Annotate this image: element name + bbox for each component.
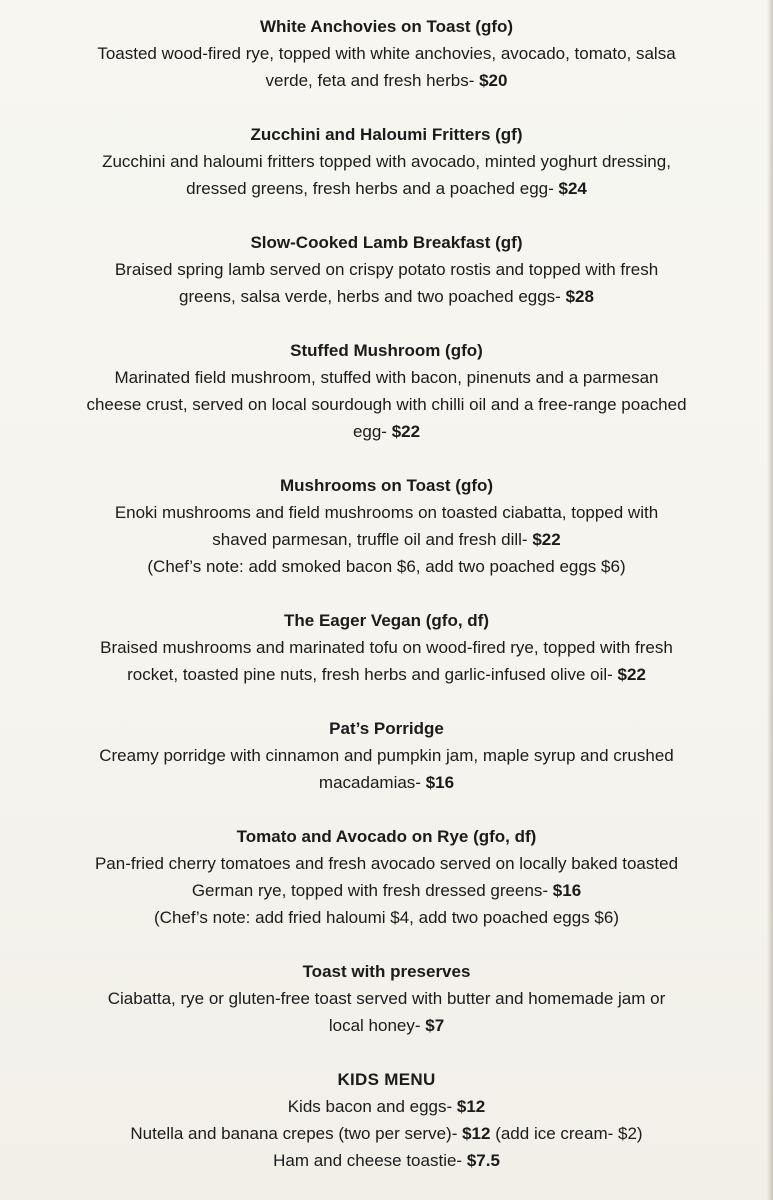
menu-item-title: Stuffed Mushroom (gfo) [290, 341, 483, 360]
menu-item-description-line: Pan-fried cherry tomatoes and fresh avocado served on locally baked toasted [94, 854, 679, 873]
menu-item-porridge [17, 715, 757, 796]
menu-item-description-line [17, 418, 757, 445]
menu-item-title: Zucchini and Haloumi Fritters (gf) [250, 125, 523, 144]
menu-item-description-line: Zucchini and haloumi fritters topped with avocado, minted yoghurt dressing, [102, 152, 671, 171]
menu-item-price: $16 [552, 881, 582, 900]
menu-item-description-line [17, 67, 757, 94]
menu-item-description-text: shaved parmesan, truffle oil and fresh dill- [212, 530, 533, 549]
menu-item-title: Slow-Cooked Lamb Breakfast (gf) [250, 233, 523, 252]
menu-item-price: $22 [617, 665, 646, 684]
menu-item-tomato-avocado-rye [17, 823, 757, 931]
menu-item-description-text: greens, salsa verde, herbs and two poached eggs- [179, 287, 566, 306]
menu-item-title: Tomato and Avocado on Rye (gfo, df) [236, 827, 537, 846]
menu-item-toast-preserves [17, 958, 757, 1039]
menu-item-description-line [17, 283, 757, 310]
kids-menu-item-price: $7.5 [466, 1151, 500, 1170]
kids-menu-item [17, 1093, 757, 1120]
menu-item-title: Toast with preserves [302, 962, 471, 981]
menu-item-description-line: Braised spring lamb served on crispy potato rostis and topped with fresh [114, 260, 659, 279]
menu-item-description-line: Toasted wood-fired rye, topped with white anchovies, avocado, tomato, salsa [97, 44, 676, 63]
menu-item-price: $22 [532, 530, 561, 549]
chef-note: (Chef’s note: add fried haloumi $4, add two poached eggs $6) [154, 908, 619, 927]
menu-item-description-line [17, 1012, 757, 1039]
menu-item-price: $20 [479, 71, 508, 90]
menu-item-mushrooms-on-toast [17, 472, 757, 580]
menu-item-title: The Eager Vegan (gfo, df) [284, 611, 489, 630]
menu-item-description-text: egg- [352, 422, 392, 441]
menu-item-price: $16 [425, 773, 455, 792]
kids-menu-item-suffix: (add ice cream- $2) [490, 1124, 643, 1143]
kids-menu-item-text: Kids bacon and eggs- [287, 1097, 457, 1116]
kids-menu-item [17, 1120, 757, 1147]
menu-item-price: $22 [391, 422, 421, 441]
menu-item-description-line [17, 526, 757, 553]
menu-item-title: White Anchovies on Toast (gfo) [259, 17, 514, 36]
menu-item-zucchini-fritters [17, 121, 757, 202]
menu-item-description-line: Enoki mushrooms and field mushrooms on toasted ciabatta, topped with [114, 503, 659, 522]
menu-item-description-line: Marinated field mushroom, stuffed with bacon, pinenuts and a parmesan [114, 368, 659, 387]
chef-note: (Chef’s note: add smoked bacon $6, add two poached eggs $6) [147, 557, 626, 576]
kids-menu-section [17, 1066, 757, 1174]
menu-item-title: Mushrooms on Toast (gfo) [279, 476, 494, 495]
kids-menu-item-text: Ham and cheese toastie- [273, 1151, 467, 1170]
menu-item-description-text: rocket, toasted pine nuts, fresh herbs and garlic-infused olive oil- [127, 665, 618, 684]
menu-item-description-line: Creamy porridge with cinnamon and pumpkin jam, maple syrup and crushed [99, 746, 674, 765]
kids-menu-item [17, 1147, 757, 1174]
menu-item-price: $24 [558, 179, 587, 198]
menu-item-white-anchovies [17, 13, 757, 94]
kids-menu-item-price: $12 [456, 1097, 486, 1116]
menu-item-title: Pat’s Porridge [329, 719, 444, 738]
menu-item-description-line: cheese crust, served on local sourdough with chilli oil and a free-range poached [86, 395, 687, 414]
menu-item-price: $7 [425, 1016, 445, 1035]
kids-menu-item-price: $12 [462, 1124, 491, 1143]
menu-item-description-line: Braised mushrooms and marinated tofu on wood-fired rye, topped with fresh [100, 638, 673, 657]
menu-item-description-line [17, 175, 757, 202]
menu-item-stuffed-mushroom [17, 337, 757, 445]
menu-item-description-text: dressed greens, fresh herbs and a poached egg- [186, 179, 559, 198]
menu-item-description-text: German rye, topped with fresh dressed greens- [191, 881, 553, 900]
menu-item-price: $28 [565, 287, 594, 306]
menu-item-description-text: macadamias- [318, 773, 426, 792]
menu-item-lamb-breakfast [17, 229, 757, 310]
menu-item-description-line [17, 661, 757, 688]
menu-item-description-line [17, 877, 757, 904]
kids-menu-item-text: Nutella and banana crepes (two per serve)- [130, 1124, 463, 1143]
menu-item-description-text: verde, feta and fresh herbs- [265, 71, 480, 90]
menu-item-description-line: Ciabatta, rye or gluten-free toast served with butter and homemade jam or [107, 989, 666, 1008]
menu-item-description-line [17, 769, 757, 796]
menu-item-eager-vegan [17, 607, 757, 688]
kids-menu-title: KIDS MENU [337, 1070, 436, 1089]
menu-item-description-text: local honey- [328, 1016, 426, 1035]
